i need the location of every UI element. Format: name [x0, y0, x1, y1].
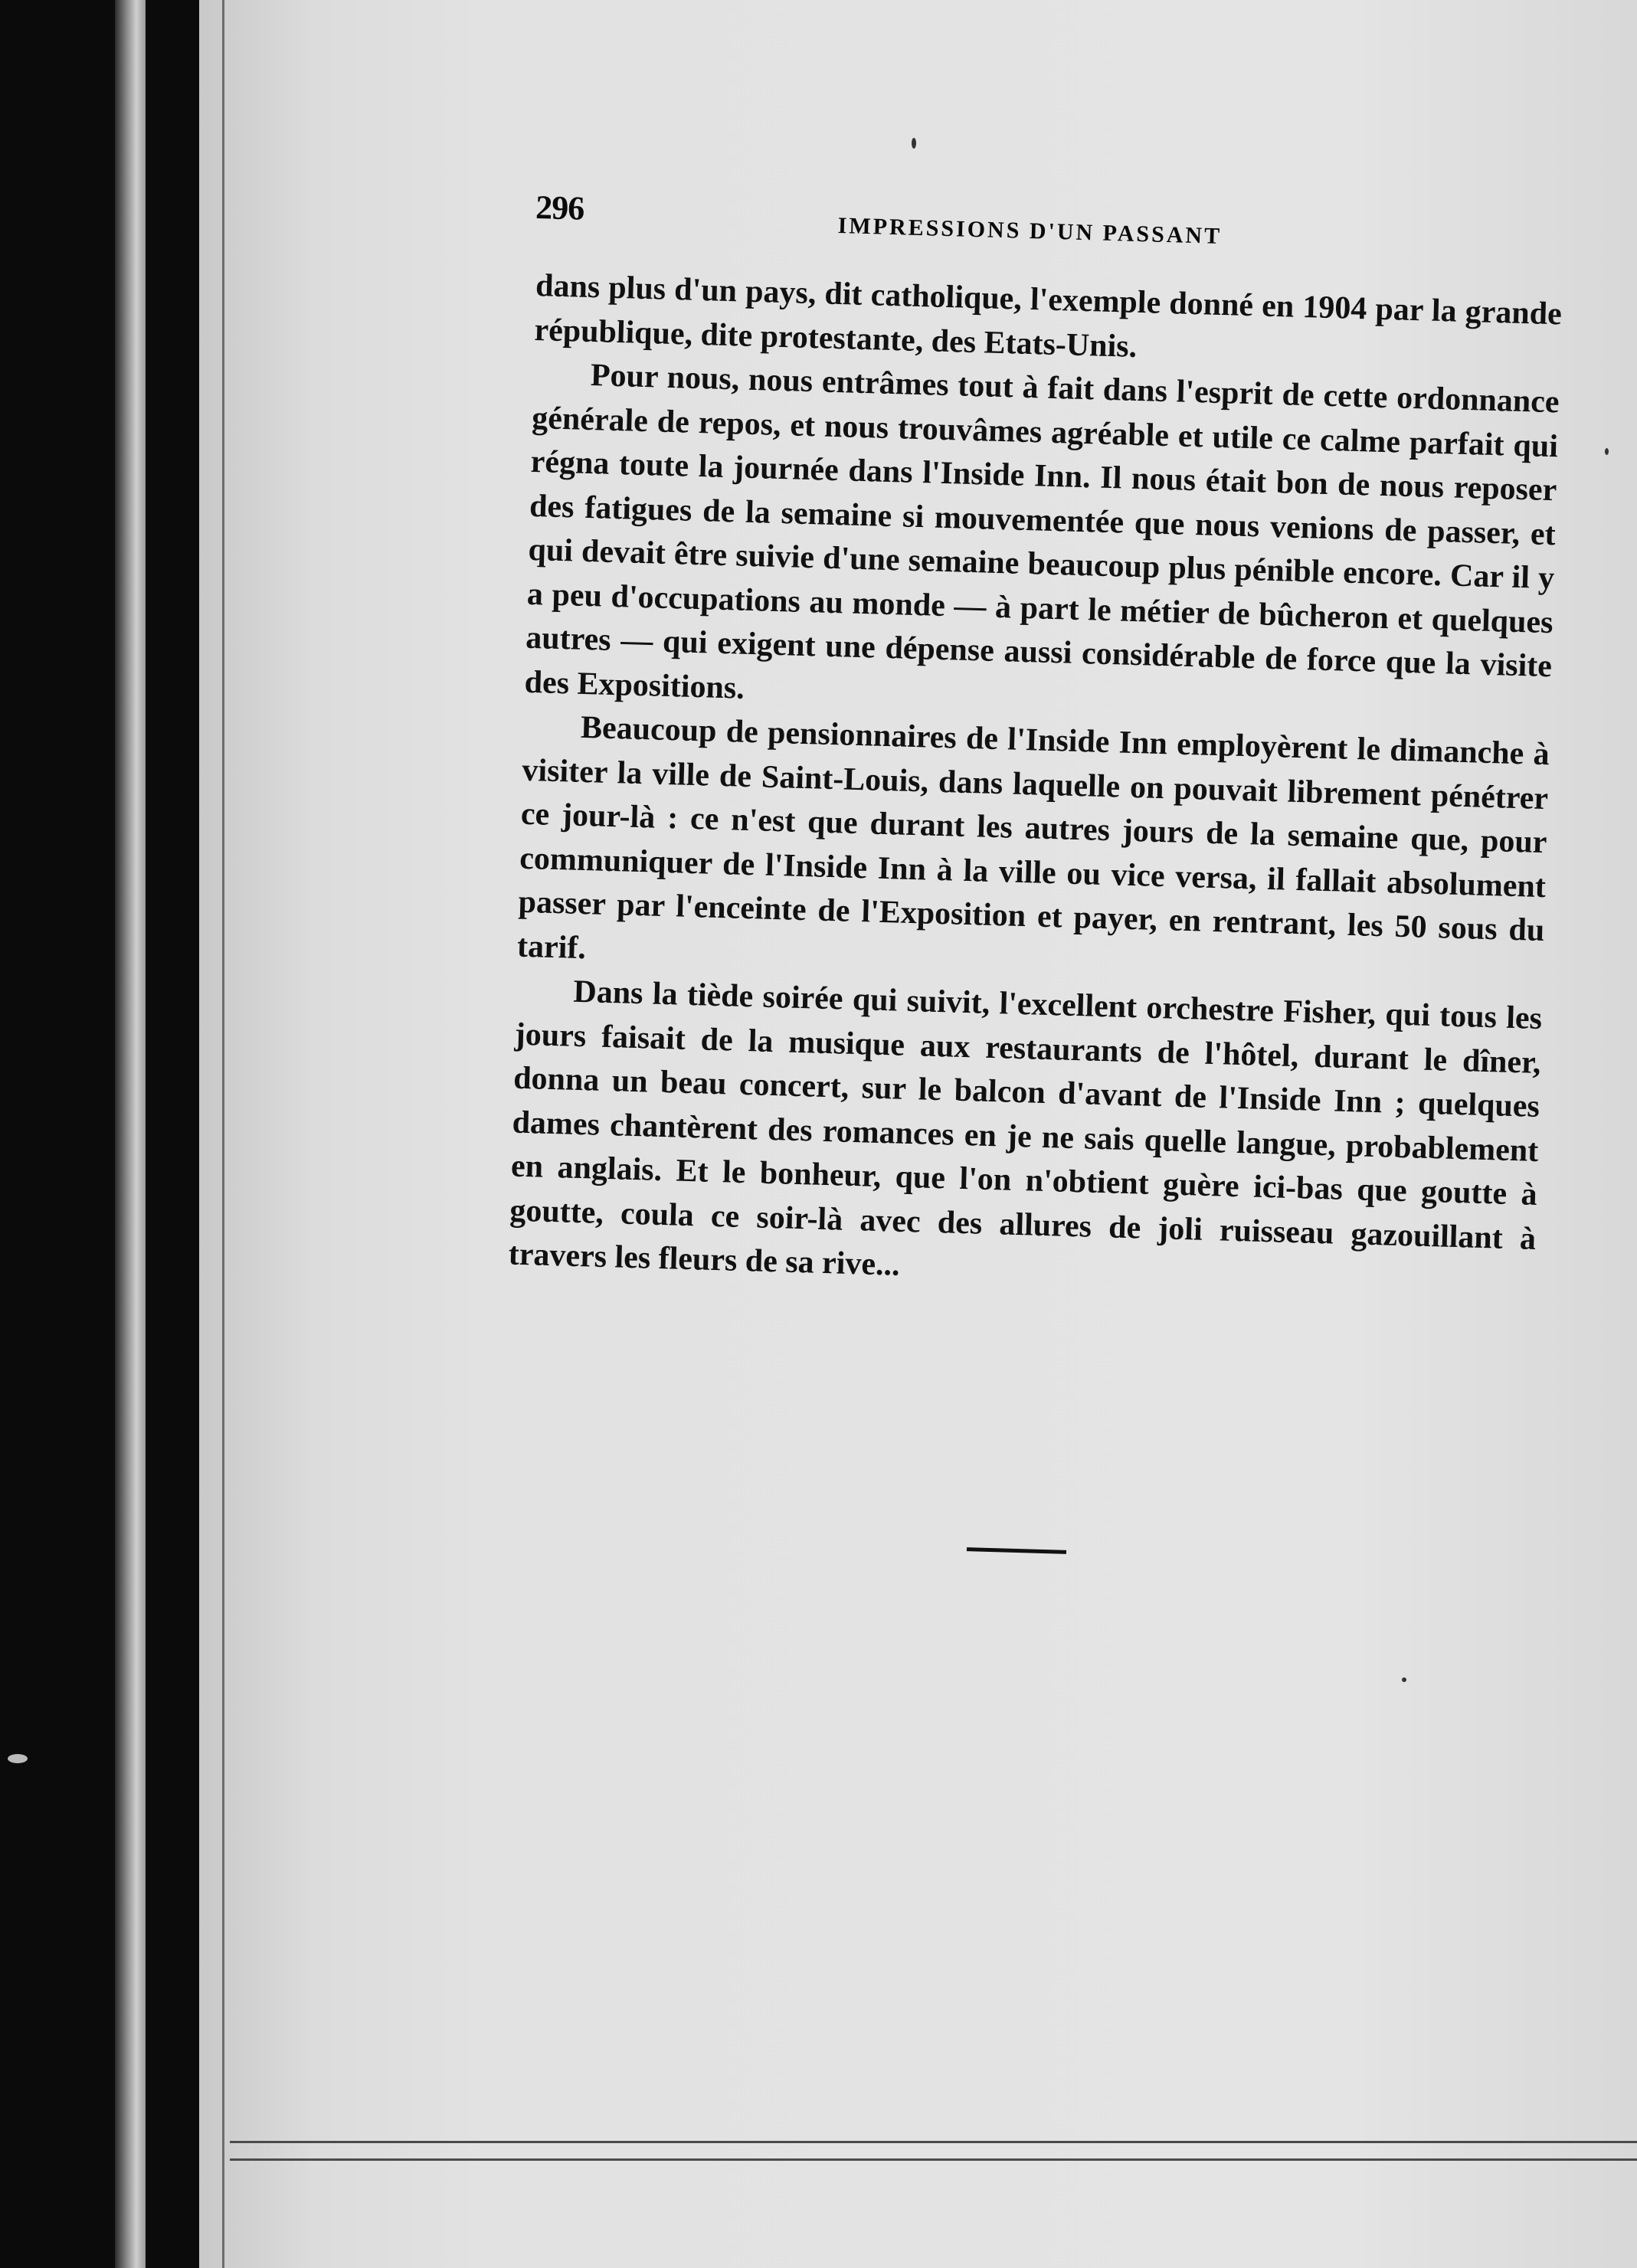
- paragraph: Pour nous, nous entrâmes tout à fait dans l'esprit de cette ordonnance générale de repos, et nous trouvâmes agréable et utile ce calme parfait qui régna toute la journée dans l'Inside Inn. Il nous était bon de nous reposer des fatigues de la semaine si mouvementée que nous venions de passer, et qui devait être suivie d'une semaine beaucoup plus pénible encore. Car il y a peu d'occupations au monde — à part le métier de bûcheron et quelques autres — qui exigent une dépense aussi considérable de force que la visite des Expositions.: [524, 358, 1560, 706]
- paragraph: Beaucoup de pensionnaires de l'Inside Inn employèrent le dimanche à visiter la ville de Saint-Louis, dans laquelle on pouvait librement pénétrer ce jour-là : ce n'est que durant les autres jours de la semaine que, pour communiquer de l'Inside Inn à la ville ou vice versa, il fallait absolument passer par l'enceinte de l'Exposition et payer, en rentrant, les 50 sous du tarif.: [516, 709, 1550, 966]
- paragraph: Dans la tiède soirée qui suivit, l'excellent orchestre Fisher, qui tous les jours faisait de la musique aux restaurants de l'hôtel, durant le dîner, donna un beau concert, sur le balcon d'avant de l'Inside Inn ; quelques dames chantèrent des romances en je ne sais quelle langue, probablement en anglais. Et le bonheur, que l'on n'obtient guère ici-bas que goutte à goutte, coula ce soir-là avec des allures de joli ruisseau gazouillant à travers les fleurs de sa rive...: [508, 974, 1543, 1283]
- paragraph: dans plus d'un pays, dit catholique, l'exemple donné en 1904 par la grande république, dite protestante, des Etats-Unis.: [533, 267, 1563, 365]
- page-inner-edge: [222, 0, 224, 2268]
- page-bottom-edge: [230, 2141, 1637, 2143]
- scan-speck: [1402, 1677, 1406, 1682]
- scan-speck: [1605, 448, 1609, 455]
- body-text: [508, 264, 1562, 1305]
- running-title: IMPRESSIONS D'UN PASSANT: [837, 213, 1223, 250]
- page-number: 296: [535, 188, 584, 227]
- scan-speck: [8, 1754, 28, 1763]
- scan-speck: [912, 138, 916, 149]
- book-edge: [115, 0, 146, 2268]
- page-bottom-edge-outer: [230, 2158, 1637, 2161]
